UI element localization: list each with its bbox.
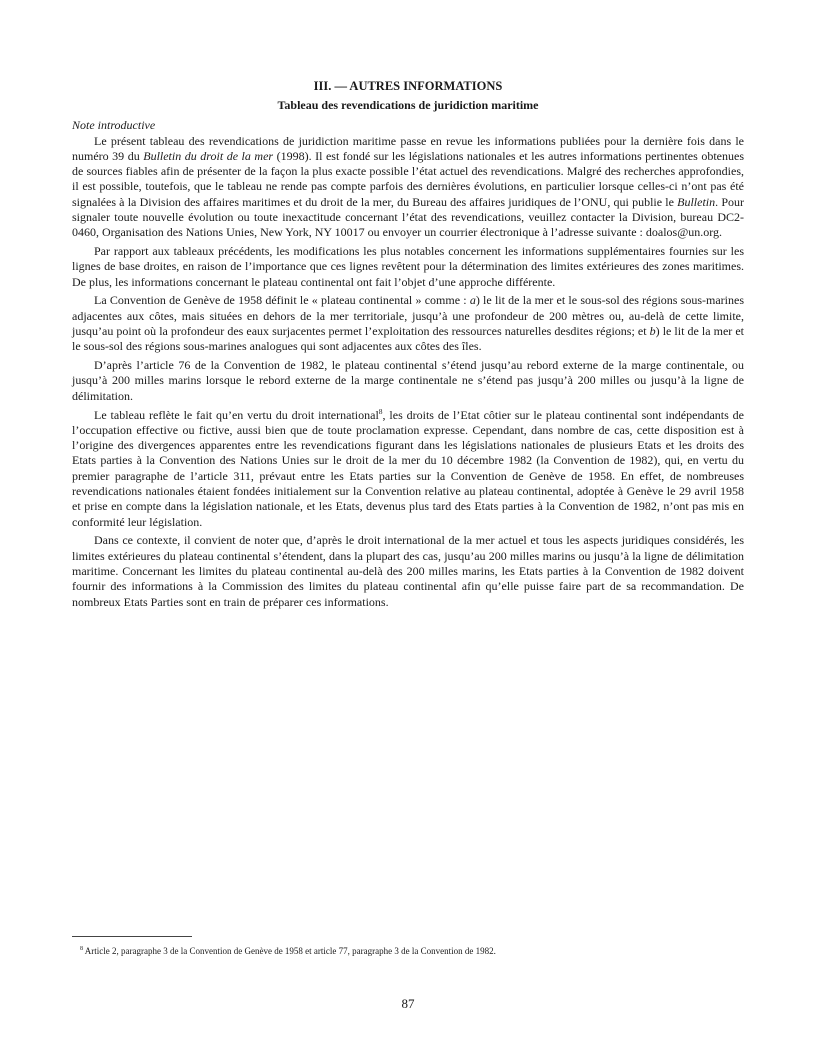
footnote-text: Article 2, paragraphe 3 de la Convention de Genève de 1958 et article 77, paragraphe 3 de la Convention de 1982. [84,946,496,956]
paragraph-4: D’après l’article 76 de la Convention de 1982, le plateau continental s’étend jusqu’au rebord externe de la marge continentale, ou jusqu’à 200 milles marins lorsque le rebord externe de la marge continentale ne s’étend pas jusqu’à 200 milles ou jusqu’à la ligne de délimitation. [72,358,744,403]
footnote-divider [72,936,192,937]
footnote-number: 8 [80,946,83,952]
paragraph-1: Le présent tableau des revendications de juridiction maritime passe en revue les informations publiées pour la dernière fois dans le numéro 39 du Bulletin du droit de la mer (1998). Il est fondé sur les législations nationales et les autres informations pertinentes obtenues de sources fiables afin de présenter de la façon la plus exacte possible l’état actuel des revendications. Malgré des recherches approfondies, il est possible, toutefois, que le tableau ne rende pas compte parfois des dernières évolutions, en particulier lorsque celles-ci n’ont pas été signalées à la Division des affaires maritimes et du droit de la mer, du Bureau des affaires juridiques de l’ONU, qui publie le Bulletin. Pour signaler toute nouvelle évolution ou toute inexactitude concernant l’état des revendications, veuillez contacter la Division, bureau DC2-0460, Organisation des Nations Unies, New York, NY 10017 ou envoyer un courrier électronique à l’adresse suivante : doalos@un.org. [72,133,745,240]
item-marker-b: b [649,324,656,339]
footnote [80,945,740,957]
page-body [72,78,744,613]
paragraph-2: Par rapport aux tableaux précédents, les modifications les plus notables concernent les informations supplémentaires fournies sur les lignes de base droites, en raison de l’importance que ces lignes revêtent pour la détermination des limites extérieures des zones maritimes. De plus, les informations concernant le plateau continental ont fait l’objet d’une approche différente. [72,244,744,289]
paragraph-3: La Convention de Genève de 1958 définit le « plateau continental » comme : a) le lit de la mer et le sous-sol des régions sous-marines adjacentes aux côtes, mais situées en dehors de la mer territoriale, jusqu’à une profondeur de 200 mètres ou, au-delà de cette limite, jusqu’au point où la profondeur des eaux surjacentes permet l’exploitation des ressources naturelles desdites régions; et b) le lit de la mer et le sous-sol des régions sous-marines analogues qui sont adjacentes aux côtes des îles. [72,293,745,354]
table-title: Tableau des revendications de juridiction maritime [277,98,539,112]
page-number: 87 [401,996,415,1011]
paragraph-5: Le tableau reflète le fait qu’en vertu du droit international$^8$, les droits de l’Etat côtier sur le plateau continental sont indépendants de l’occupation effective ou fictive, aussi bien que de toute proclamation expresse. Cependant, dans nombre de cas, cette disposition est à l’origine des divergences apparentes entre les revendications figurant dans les législations nationales de plusieurs Etats et les droits des Etats parties à la Convention des Nations Unies sur le droit de la mer du 10 décembre 1982 (la Convention de 1982), qui, en vertu du premier paragraphe de l’article 311, prévaut entre les Etats parties sur la Convention de Genève de 1958. En effet, de nombreuses revendications nationales étaient fondées initialement sur la Convention relative au plateau continental, adoptée à Genève le 29 avril 1958 et prise en compte dans la législation nationale, et les Etats, devenus plus tard des Etats parties à la Convention de 1982, n’ont pas mis en conformité leur législation. [72,406,744,529]
section-heading: III. — AUTRES INFORMATIONS [313,79,503,93]
footnote-reference[interactable]: 8 [378,406,383,416]
note-label: Note introductive [72,118,156,132]
bulletin-title-short: Bulletin [677,194,716,209]
paragraph-6: Dans ce contexte, il convient de noter que, d’après le droit international de la mer actuel et tous les aspects juridiques considérés, les limites extérieures du plateau continental s’étendent, dans la plupart des cas, jusqu’au 200 milles marins ou jusqu’à la ligne de délimitation maritime. Concernant les limites du plateau continental au-delà des 200 milles marins, les Etats parties à la Convention de 1982 doivent fournir des informations à la Commission des limites du plateau continental afin qu’elle puisse faire part de sa recommandation. De nombreux Etats Parties sont en train de préparer ces informations. [72,533,744,609]
item-marker-a: a [469,293,476,308]
bulletin-title: Bulletin du droit de la mer [143,148,274,163]
